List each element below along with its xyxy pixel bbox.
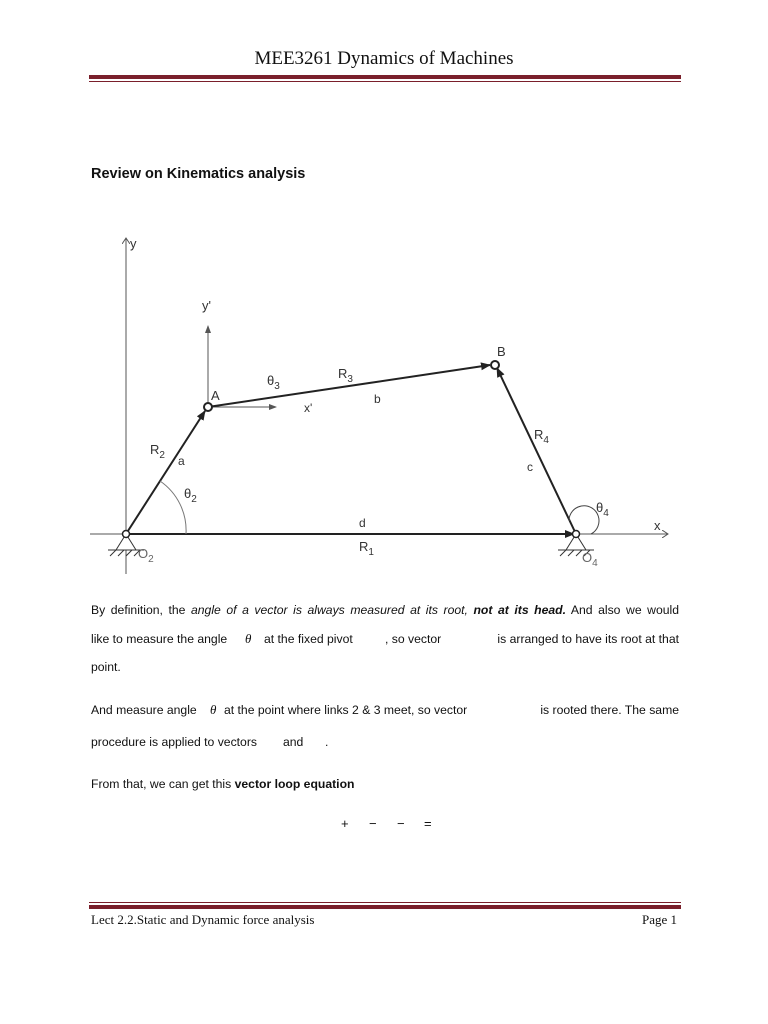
header-rule-thin — [89, 81, 681, 82]
link-a-label: a — [178, 454, 185, 468]
link-r4 — [497, 368, 576, 534]
link-c-label: c — [527, 460, 533, 474]
link-d-label: d — [359, 516, 366, 530]
o4-label: $O_4$ — [582, 550, 598, 569]
x-axis-label: x — [654, 518, 661, 533]
paragraph-1-line-1: By definition, the angle of a vector is always measured at its root, not at its head. And also we would — [91, 603, 679, 617]
r3-label: $R_3$ — [338, 366, 353, 385]
y-axis-label: y — [130, 236, 137, 251]
x-prime-label: x' — [304, 401, 313, 415]
footer-left: Lect 2.2.Static and Dynamic force analysis — [91, 912, 315, 927]
joint-b — [491, 361, 499, 369]
y-prime-label: y' — [202, 298, 211, 313]
link-b-label: b — [374, 392, 381, 406]
point-b-label: B — [497, 344, 506, 359]
link-r3 — [208, 365, 490, 407]
page-number: Page 1 — [641, 912, 677, 927]
equation-equals: = — [424, 816, 432, 831]
equation-minus-1: − — [369, 816, 377, 831]
paragraph-1-line-3: point. — [91, 660, 121, 674]
equation-minus-2: − — [397, 816, 405, 831]
link-r2 — [126, 411, 205, 534]
theta2-label: $\theta_2$ — [184, 486, 197, 505]
header-title: MEE3261 Dynamics of Machines — [254, 48, 514, 69]
section-heading: Review on Kinematics analysis — [91, 166, 306, 182]
paragraph-3: From that, we can get this vector loop equation — [91, 777, 355, 791]
r4-label: $R_4$ — [534, 427, 549, 446]
footer-rule-thin — [89, 902, 681, 903]
equation-plus: + — [341, 816, 349, 831]
theta2-arc — [160, 481, 186, 534]
joint-a — [204, 403, 212, 411]
r2-label: $R_2$ — [150, 442, 165, 461]
r1-label: $R_1$ — [359, 539, 374, 558]
theta4-label: $\theta_4$ — [596, 500, 609, 519]
header-rule — [89, 75, 681, 79]
theta3-label: $\theta_3$ — [267, 373, 280, 392]
footer-rule — [89, 905, 681, 909]
point-a-label: A — [211, 388, 220, 403]
four-bar-linkage-figure — [80, 228, 680, 588]
o2-label: $O_2$ — [138, 546, 154, 565]
